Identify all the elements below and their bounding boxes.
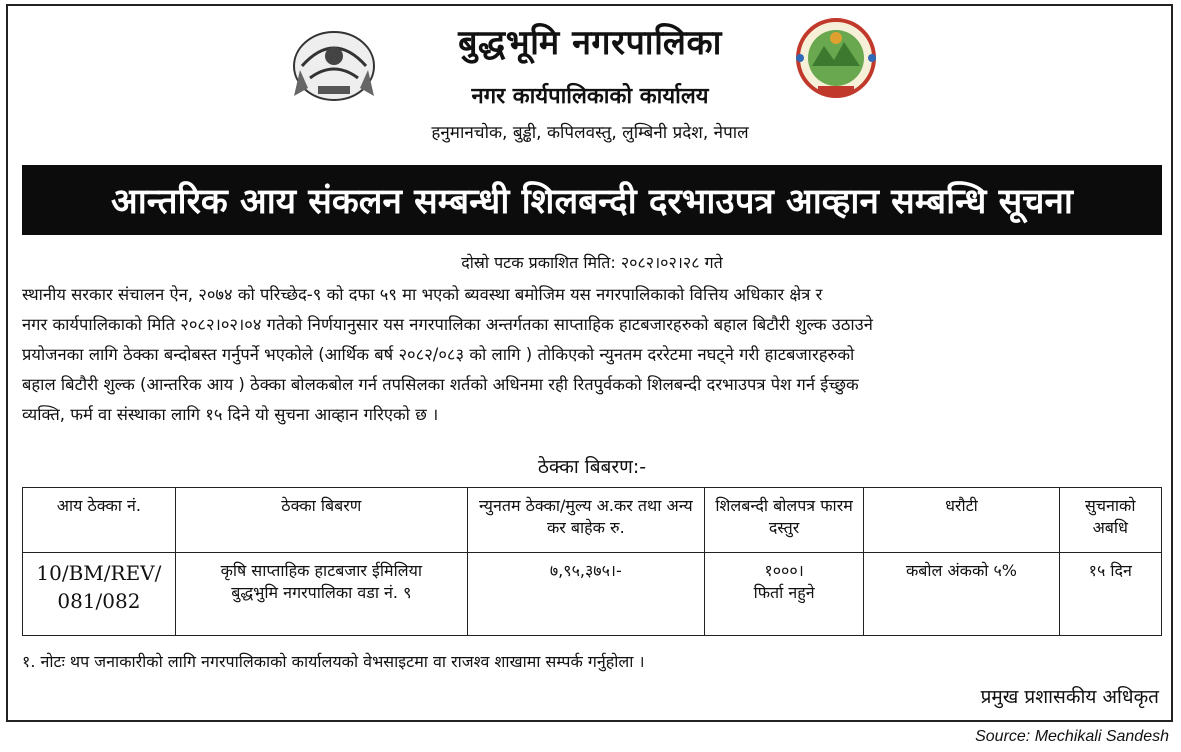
office-address: हनुमानचोक, बुड्ढी, कपिलवस्तु, लुम्बिनी प्रदेश, नेपाल xyxy=(431,123,749,143)
deposit-cell: कबोल अंकको ५% xyxy=(864,553,1059,636)
body-line: स्थानीय सरकार संचालन ऐन, २०७४ को परिच्छेद-९ को दफा ५९ मा भएको ब्यवस्था बमोजिम यस नगरपालिकाको वित्तिय अधिकार क्षेत्र र xyxy=(22,285,823,304)
source-credit: Source: Mechikali Sandesh xyxy=(975,728,1169,745)
header-cell: सुचनाको अबधि xyxy=(1059,488,1162,553)
header-cell: आय ठेक्का नं. xyxy=(23,488,176,553)
header-cell: धरौटी xyxy=(864,488,1059,553)
body-line: प्रयोजनका लागि ठेक्का बन्दोबस्त गर्नुपर्ने भएकोले (आर्थिक बर्ष २०८२/०८३ को लागि ) तोकिएको न्युनतम दररेटमा नघट्ने गरी हाटबजारहरुको xyxy=(22,345,855,364)
contract-id-cell xyxy=(23,553,176,636)
form-fee-cell xyxy=(704,553,864,636)
header-cell: शिलबन्दी बोलपत्र फारम दस्तुर xyxy=(704,488,864,553)
contract-id-line: 10/BM/REV/ xyxy=(36,561,162,585)
notice-title: आन्तरिक आय संकलन सम्बन्धी शिलबन्दी दरभाउपत्र आव्हान सम्बन्धि सूचना xyxy=(111,181,1073,222)
notice-period-cell: १५ दिन xyxy=(1059,553,1162,636)
description-line: कृषि साप्ताहिक हाटबजार ईमिलिया xyxy=(220,561,423,580)
fee-amount: १०००। xyxy=(764,561,804,580)
body-line: व्यक्ति, फर्म वा संस्थाका लागि १५ दिने यो सुचना आव्हान गरिएको छ । xyxy=(22,405,439,424)
contract-description-cell xyxy=(175,553,467,636)
header-cell: न्युनतम ठेक्का/मुल्य अ.कर तथा अन्य कर बाहेक रु. xyxy=(467,488,704,553)
municipality-logo-icon xyxy=(790,16,882,100)
nepal-emblem-icon xyxy=(288,26,380,106)
contract-id-line: 081/082 xyxy=(57,589,141,613)
office-name: नगर कार्यपालिकाको कार्यालय xyxy=(471,84,709,109)
notice-title-banner xyxy=(22,165,1162,235)
table-header-row xyxy=(23,488,1162,553)
body-line: बहाल बिटौरी शुल्क (आन्तरिक आय ) ठेक्का बोलकबोल गर्न तपसिलका शर्तको अधिनमा रही रितपुर्वकको शिलबन्दी दरभाउपत्र पेश गर्न ईच्छुक xyxy=(22,375,859,394)
signature-title: प्रमुख प्रशासकीय अधिकृत xyxy=(980,686,1159,708)
body-line: नगर कार्यपालिकाको मिति २०८२।०२।०४ गतेको निर्णयानुसार यस नगरपालिका अन्तर्गतका साप्ताहिक हाटबजारहरुको बहाल बिटौरी शुल्क उठाउने xyxy=(22,315,873,334)
table-row xyxy=(23,553,1162,636)
min-amount-cell: ७,९५,३७५।- xyxy=(467,553,704,636)
header-cell: ठेक्का बिबरण xyxy=(175,488,467,553)
details-title: ठेक्का बिबरण:- xyxy=(537,456,647,478)
description-line: बुद्धभुमि नगरपालिका वडा नं. ९ xyxy=(231,583,412,602)
tender-table xyxy=(22,487,1162,636)
municipality-name: बुद्धभूमि नगरपालिका xyxy=(458,23,722,63)
note-text: १. नोटः थप जनाकारीको लागि नगरपालिकाको कार्यालयको वेभसाइटमा वा राजश्व शाखामा सम्पर्क गर्नुहोला । xyxy=(22,652,645,671)
fee-note: फिर्ता नहुने xyxy=(753,583,815,602)
notice-body xyxy=(22,280,1162,430)
publication-date: दोस्रो पटक प्रकाशित मिति: २०८२।०२।२८ गते xyxy=(461,253,723,272)
